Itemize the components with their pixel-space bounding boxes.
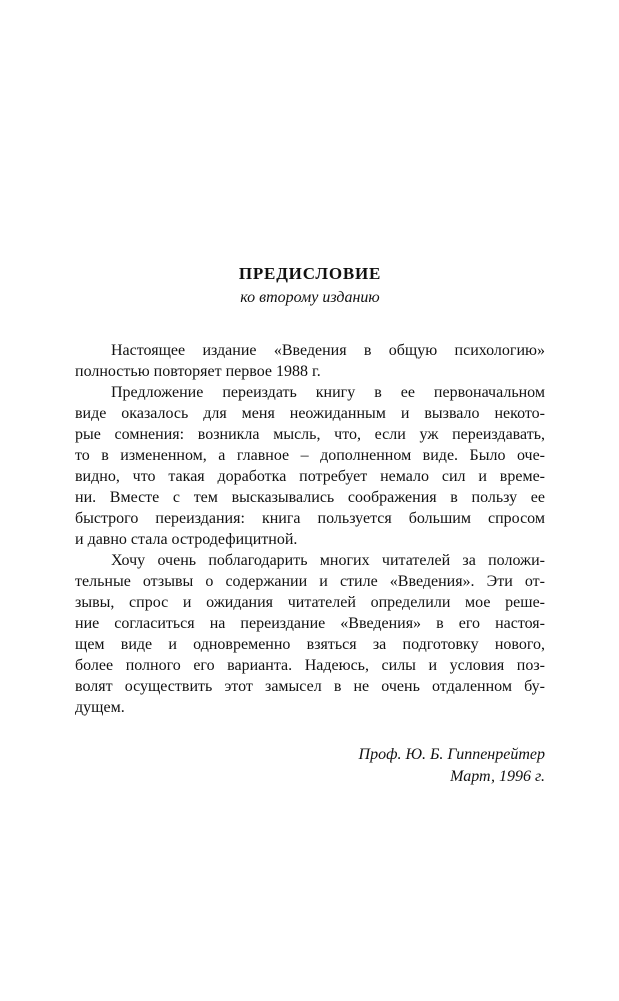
text-line: полностью повторяет первое 1988 г. [75,363,321,380]
text-line: зывы, спрос и ожидания читателей определили мое реше- [75,594,545,611]
text-line: быстрого переиздания: книга пользуется большим спросом [75,510,545,527]
text-line: виде оказалось для меня неожиданным и вызвало некото- [75,405,545,422]
text-line: видно, что такая доработка потребует немало сил и време- [75,468,545,485]
text-line: более полного его варианта. Надеюсь, силы и условия поз- [75,657,545,674]
signature-author: Проф. Ю. Б. Гиппенрейтер [358,746,545,763]
paragraph-1 [75,340,545,382]
text-line: волят осуществить этот замысел в не очень отдаленном бу- [75,678,545,695]
paragraph-3 [75,550,545,718]
signature-date: Март, 1996 г. [450,768,545,785]
paragraph-2 [75,382,545,550]
text-line: и давно стала остродефицитной. [75,531,298,548]
text-line: рые сомнения: возникла мысль, что, если уж переиздавать, [75,426,545,443]
text-line: дущем. [75,699,125,716]
text-line: ни. Вместе с тем высказывались соображения в пользу ее [75,489,545,506]
signature-block [75,744,545,788]
body-text [75,340,545,718]
text-line: Хочу очень поблагодарить многих читателей за положи- [111,552,545,569]
text-line: то в измененном, а главное – дополненном виде. Было оче- [75,447,545,464]
text-line: щем виде и одновременно взяться за подготовку нового, [75,636,545,653]
text-line: тельные отзывы о содержании и стиле «Введения». Эти от- [75,573,545,590]
chapter-title: ПРЕДИСЛОВИЕ [238,264,382,283]
text-line: Предложение переиздать книгу в ее первоначальном [111,384,545,401]
chapter-subtitle: ко второму изданию [240,289,380,306]
text-line: ние согласиться на переиздание «Введения» в его настоя- [75,615,545,632]
page-heading [75,263,545,308]
text-line: Настоящее издание «Введения в общую психологию» [111,342,545,359]
